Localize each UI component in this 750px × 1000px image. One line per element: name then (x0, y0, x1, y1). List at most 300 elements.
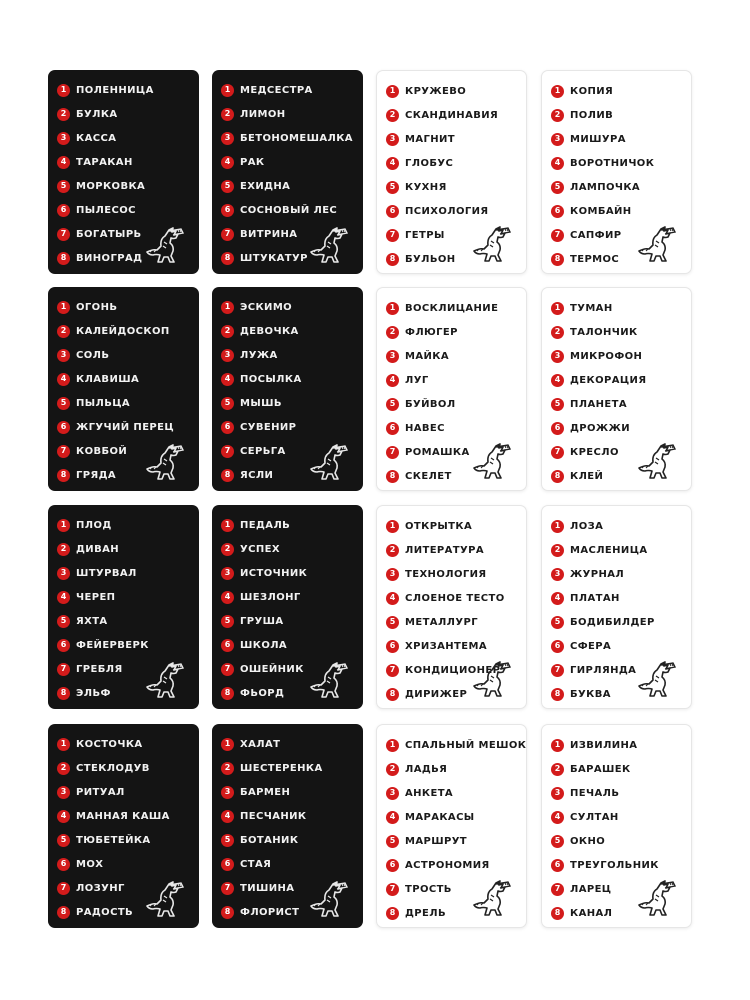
word-row (57, 683, 111, 703)
number-badge: 5 (551, 181, 564, 194)
word-label: ЛОЗУНГ (76, 882, 125, 894)
word-row (386, 759, 447, 779)
word-row (221, 248, 308, 268)
word-label: ЛАМПОЧКА (570, 181, 641, 193)
crocodile-dinosaur-icon (143, 222, 189, 266)
word-row (386, 466, 452, 486)
number-badge: 7 (221, 445, 234, 458)
word-label: ПЫЛЬЦА (76, 397, 131, 409)
word-label: ЛИТЕРАТУРА (405, 544, 484, 556)
word-label: КОНДИЦИОНЕР (405, 664, 501, 676)
number-badge: 1 (57, 301, 70, 314)
word-label: ХАЛАТ (240, 738, 281, 750)
word-label: ДРЕЛЬ (405, 907, 446, 919)
word-label: МИКРОФОН (570, 350, 643, 362)
word-label: МАЙКА (405, 350, 449, 362)
word-row (57, 539, 119, 559)
word-label: ТИШИНА (240, 882, 295, 894)
word-row (551, 612, 655, 632)
word-label: ТРЕУГОЛЬНИК (570, 859, 659, 871)
word-label: РОМАШКА (405, 446, 470, 458)
word-label: ВИТРИНА (240, 228, 298, 240)
word-label: БАРАШЕК (570, 763, 631, 775)
number-badge: 5 (57, 180, 70, 193)
word-row (551, 249, 619, 269)
word-row (386, 612, 478, 632)
word-row (551, 201, 632, 221)
word-row (57, 830, 151, 850)
word-label: ИЗВИЛИНА (570, 739, 638, 751)
word-label: КАССА (76, 132, 117, 144)
number-badge: 3 (221, 567, 234, 580)
number-badge: 8 (57, 906, 70, 919)
number-badge: 5 (221, 397, 234, 410)
word-row (57, 611, 108, 631)
number-badge: 6 (57, 858, 70, 871)
word-row (221, 104, 286, 124)
crocodile-dinosaur-icon (470, 875, 516, 919)
word-label: ПОЛЕННИЦА (76, 84, 154, 96)
number-badge: 1 (221, 738, 234, 751)
word-card (376, 70, 527, 274)
number-badge: 6 (386, 640, 399, 653)
number-badge: 8 (551, 470, 564, 483)
word-label: ФЛЮГЕР (405, 326, 458, 338)
word-label: ВОРОТНИЧОК (570, 157, 655, 169)
number-badge: 8 (551, 907, 564, 920)
word-row (551, 153, 654, 173)
number-badge: 6 (221, 421, 234, 434)
number-badge: 1 (551, 85, 564, 98)
word-row (386, 418, 445, 438)
word-row (386, 903, 446, 923)
number-badge: 4 (386, 592, 399, 605)
number-badge: 7 (57, 663, 70, 676)
word-label: БУЛЬОН (405, 253, 456, 265)
word-row (221, 902, 299, 922)
word-card (376, 724, 527, 928)
word-row (551, 346, 642, 366)
word-row (57, 297, 117, 317)
word-label: МЕДСЕСТРА (240, 84, 313, 96)
word-row (57, 128, 116, 148)
number-badge: 4 (386, 811, 399, 824)
number-badge: 1 (551, 302, 564, 315)
word-label: МАННАЯ КАША (76, 810, 170, 822)
number-badge: 7 (551, 883, 564, 896)
number-badge: 1 (221, 84, 234, 97)
word-label: ТЕРМОС (570, 253, 620, 265)
word-row (386, 81, 466, 101)
word-row (57, 441, 127, 461)
word-row (57, 635, 149, 655)
number-badge: 6 (221, 858, 234, 871)
word-label: ФЛОРИСТ (240, 906, 300, 918)
word-row (57, 878, 125, 898)
word-row (551, 225, 621, 245)
word-label: МАГНИТ (405, 133, 456, 145)
crocodile-dinosaur-icon (307, 657, 353, 701)
word-row (57, 321, 170, 341)
word-label: ДРОЖЖИ (570, 422, 630, 434)
number-badge: 4 (551, 592, 564, 605)
word-row (551, 177, 640, 197)
crocodile-dinosaur-icon (307, 222, 353, 266)
word-label: ТЮБЕТЕЙКА (76, 834, 151, 846)
word-row (57, 104, 118, 124)
word-label: ЛУГ (405, 374, 429, 386)
word-row (386, 394, 456, 414)
number-badge: 5 (386, 181, 399, 194)
word-label: ШКОЛА (240, 639, 288, 651)
number-badge: 6 (57, 204, 70, 217)
word-row (57, 854, 103, 874)
word-label: ЯХТА (76, 615, 108, 627)
word-label: ЛОЗА (570, 520, 604, 532)
number-badge: 2 (57, 762, 70, 775)
word-row (221, 854, 271, 874)
word-label: ДИВАН (76, 543, 120, 555)
number-badge: 1 (221, 519, 234, 532)
word-card (48, 505, 199, 709)
word-label: СЛОЕНОЕ ТЕСТО (405, 592, 505, 604)
word-label: ГИРЛЯНДА (570, 664, 637, 676)
word-label: КРЕСЛО (570, 446, 619, 458)
word-row (551, 516, 603, 536)
number-badge: 1 (386, 739, 399, 752)
word-row (386, 370, 429, 390)
word-label: ПЕДАЛЬ (240, 519, 291, 531)
word-label: ПСИХОЛОГИЯ (405, 205, 489, 217)
word-card (212, 70, 363, 274)
number-badge: 8 (386, 253, 399, 266)
word-label: МОРКОВКА (76, 180, 146, 192)
word-row (221, 758, 323, 778)
number-badge: 1 (57, 519, 70, 532)
word-row (221, 611, 284, 631)
number-badge: 7 (551, 229, 564, 242)
word-label: КОМБАЙН (570, 205, 632, 217)
word-row (551, 394, 627, 414)
word-label: РАК (240, 156, 265, 168)
word-row (386, 129, 455, 149)
word-row (551, 418, 630, 438)
word-label: МЕТАЛЛУРГ (405, 616, 478, 628)
word-row (221, 417, 296, 437)
word-label: БОТАНИК (240, 834, 299, 846)
number-badge: 6 (386, 205, 399, 218)
word-row (221, 587, 301, 607)
number-badge: 7 (386, 229, 399, 242)
word-row (551, 442, 619, 462)
word-label: ФЬОРД (240, 687, 285, 699)
word-label: ПОЛИВ (570, 109, 614, 121)
word-label: МАРАКАСЫ (405, 811, 475, 823)
word-label: ШЕСТЕРЕНКА (240, 762, 323, 774)
number-badge: 2 (57, 325, 70, 338)
word-row (551, 735, 637, 755)
number-badge: 6 (221, 639, 234, 652)
number-badge: 2 (221, 762, 234, 775)
number-badge: 4 (386, 157, 399, 170)
word-row (57, 224, 142, 244)
word-row (386, 298, 498, 318)
word-card (48, 70, 199, 274)
word-row (221, 393, 282, 413)
word-row (221, 515, 290, 535)
word-label: БОДИБИЛДЕР (570, 616, 655, 628)
word-row (221, 369, 302, 389)
number-badge: 1 (551, 520, 564, 533)
word-label: ПЛОД (76, 519, 112, 531)
word-row (221, 635, 287, 655)
number-badge: 8 (57, 252, 70, 265)
word-label: ДИРИЖЕР (405, 688, 468, 700)
word-label: КЛЕЙ (570, 470, 604, 482)
word-row (57, 465, 116, 485)
number-badge: 3 (386, 350, 399, 363)
word-label: КОСТОЧКА (76, 738, 143, 750)
word-row (221, 830, 298, 850)
word-label: ЛУЖА (240, 349, 278, 361)
word-row (221, 465, 273, 485)
word-row (386, 153, 453, 173)
word-label: МИШУРА (570, 133, 626, 145)
number-badge: 4 (57, 156, 70, 169)
word-label: ЛАРЕЦ (570, 883, 612, 895)
number-badge: 6 (386, 859, 399, 872)
number-badge: 5 (221, 180, 234, 193)
word-card (541, 70, 692, 274)
word-label: КОПИЯ (570, 85, 614, 97)
word-label: НАВЕС (405, 422, 445, 434)
word-label: ТУМАН (570, 302, 613, 314)
word-row (386, 807, 475, 827)
word-label: КАНАЛ (570, 907, 613, 919)
number-badge: 3 (551, 568, 564, 581)
word-row (57, 345, 109, 365)
word-row (551, 879, 611, 899)
word-row (386, 105, 498, 125)
number-badge: 5 (221, 615, 234, 628)
word-label: СУВЕНИР (240, 421, 297, 433)
number-badge: 4 (551, 811, 564, 824)
number-badge: 8 (57, 469, 70, 482)
word-row (386, 225, 445, 245)
number-badge: 5 (57, 397, 70, 410)
number-badge: 2 (221, 543, 234, 556)
word-label: СЕРЬГА (240, 445, 286, 457)
word-row (551, 660, 636, 680)
word-card (48, 724, 199, 928)
word-row (57, 659, 123, 679)
word-row (57, 80, 154, 100)
word-row (221, 441, 286, 461)
word-label: ТЕХНОЛОГИЯ (405, 568, 487, 580)
word-label: КОВБОЙ (76, 445, 128, 457)
word-row (551, 81, 613, 101)
number-badge: 2 (57, 543, 70, 556)
word-row (386, 442, 470, 462)
word-label: ЕХИДНА (240, 180, 291, 192)
word-row (221, 734, 280, 754)
crocodile-dinosaur-icon (635, 221, 681, 265)
number-badge: 5 (386, 398, 399, 411)
word-row (386, 346, 449, 366)
number-badge: 7 (221, 882, 234, 895)
word-label: ОГОНЬ (76, 301, 118, 313)
number-badge: 5 (386, 616, 399, 629)
number-badge: 3 (57, 786, 70, 799)
word-label: ЭСКИМО (240, 301, 293, 313)
word-row (221, 128, 353, 148)
number-badge: 8 (221, 469, 234, 482)
word-label: СОЛЬ (76, 349, 110, 361)
crocodile-dinosaur-icon (470, 438, 516, 482)
word-row (57, 563, 137, 583)
word-row (57, 176, 145, 196)
word-label: ИСТОЧНИК (240, 567, 308, 579)
word-label: СКЕЛЕТ (405, 470, 452, 482)
number-badge: 7 (386, 664, 399, 677)
number-badge: 5 (551, 835, 564, 848)
word-row (221, 345, 278, 365)
word-card (541, 724, 692, 928)
number-badge: 7 (221, 663, 234, 676)
word-row (221, 176, 290, 196)
number-badge: 3 (221, 132, 234, 145)
word-row (551, 855, 659, 875)
word-label: ТАРАКАН (76, 156, 133, 168)
number-badge: 2 (386, 109, 399, 122)
word-row (386, 564, 486, 584)
crocodile-dinosaur-icon (307, 439, 353, 483)
word-row (386, 516, 472, 536)
word-label: КУХНЯ (405, 181, 447, 193)
crocodile-dinosaur-icon (635, 656, 681, 700)
word-label: ПОСЫЛКА (240, 373, 302, 385)
word-row (551, 903, 612, 923)
number-badge: 7 (57, 882, 70, 895)
number-badge: 3 (57, 349, 70, 362)
word-row (57, 902, 133, 922)
number-badge: 7 (221, 228, 234, 241)
number-badge: 4 (386, 374, 399, 387)
number-badge: 2 (551, 763, 564, 776)
word-row (57, 587, 115, 607)
number-badge: 4 (57, 810, 70, 823)
number-badge: 2 (386, 326, 399, 339)
number-badge: 4 (551, 157, 564, 170)
word-row (221, 563, 307, 583)
word-row (551, 684, 611, 704)
number-badge: 2 (551, 544, 564, 557)
word-row (221, 152, 264, 172)
word-row (57, 806, 170, 826)
word-row (57, 369, 139, 389)
number-badge: 4 (221, 373, 234, 386)
number-badge: 4 (221, 156, 234, 169)
number-badge: 4 (221, 591, 234, 604)
word-row (221, 659, 304, 679)
word-label: МОХ (76, 858, 104, 870)
word-label: ГРЕБЛЯ (76, 663, 123, 675)
word-row (551, 540, 648, 560)
crocodile-dinosaur-icon (143, 876, 189, 920)
word-label: КРУЖЕВО (405, 85, 467, 97)
word-card (376, 505, 527, 709)
word-row (57, 200, 136, 220)
word-label: ПЕЧАЛЬ (570, 787, 620, 799)
number-badge: 3 (551, 787, 564, 800)
word-label: ОТКРЫТКА (405, 520, 473, 532)
number-badge: 2 (57, 108, 70, 121)
word-label: СТАЯ (240, 858, 272, 870)
word-label: ОШЕЙНИК (240, 663, 304, 675)
number-badge: 7 (57, 228, 70, 241)
number-badge: 8 (386, 688, 399, 701)
word-row (221, 806, 306, 826)
word-row (551, 105, 613, 125)
word-label: ЖГУЧИЙ ПЕРЕЦ (76, 421, 175, 433)
number-badge: 6 (386, 422, 399, 435)
word-label: МЫШЬ (240, 397, 282, 409)
crocodile-dinosaur-icon (143, 439, 189, 483)
word-label: ЛИМОН (240, 108, 286, 120)
word-label: УСПЕХ (240, 543, 280, 555)
word-row (221, 200, 337, 220)
word-label: БЕТОНОМЕШАЛКА (240, 132, 353, 144)
number-badge: 4 (57, 591, 70, 604)
word-row (221, 80, 313, 100)
number-badge: 1 (386, 520, 399, 533)
number-badge: 5 (551, 616, 564, 629)
word-label: АНКЕТА (405, 787, 454, 799)
crocodile-dinosaur-icon (635, 438, 681, 482)
word-label: ШЕЗЛОНГ (240, 591, 301, 603)
number-badge: 2 (221, 108, 234, 121)
word-label: ГЛОБУС (405, 157, 454, 169)
number-badge: 8 (57, 687, 70, 700)
number-badge: 6 (551, 205, 564, 218)
word-label: КЛАВИША (76, 373, 140, 385)
number-badge: 4 (221, 810, 234, 823)
word-row (57, 515, 112, 535)
word-row (386, 322, 458, 342)
word-row (386, 588, 505, 608)
word-row (551, 759, 631, 779)
number-badge: 3 (386, 787, 399, 800)
word-label: ПЫЛЕСОС (76, 204, 136, 216)
word-row (386, 177, 447, 197)
word-label: БАРМЕН (240, 786, 291, 798)
word-row (386, 831, 467, 851)
word-row (551, 564, 624, 584)
number-badge: 3 (221, 786, 234, 799)
word-row (386, 201, 489, 221)
word-card (48, 287, 199, 491)
word-label: ШТУРВАЛ (76, 567, 137, 579)
number-badge: 5 (386, 835, 399, 848)
word-label: БУЙВОЛ (405, 398, 456, 410)
number-badge: 5 (57, 615, 70, 628)
word-label: РАДОСТЬ (76, 906, 134, 918)
word-row (221, 878, 294, 898)
word-label: СТЕКЛОДУВ (76, 762, 150, 774)
number-badge: 1 (221, 301, 234, 314)
word-label: ГРЯДА (76, 469, 117, 481)
word-label: ХРИЗАНТЕМА (405, 640, 487, 652)
